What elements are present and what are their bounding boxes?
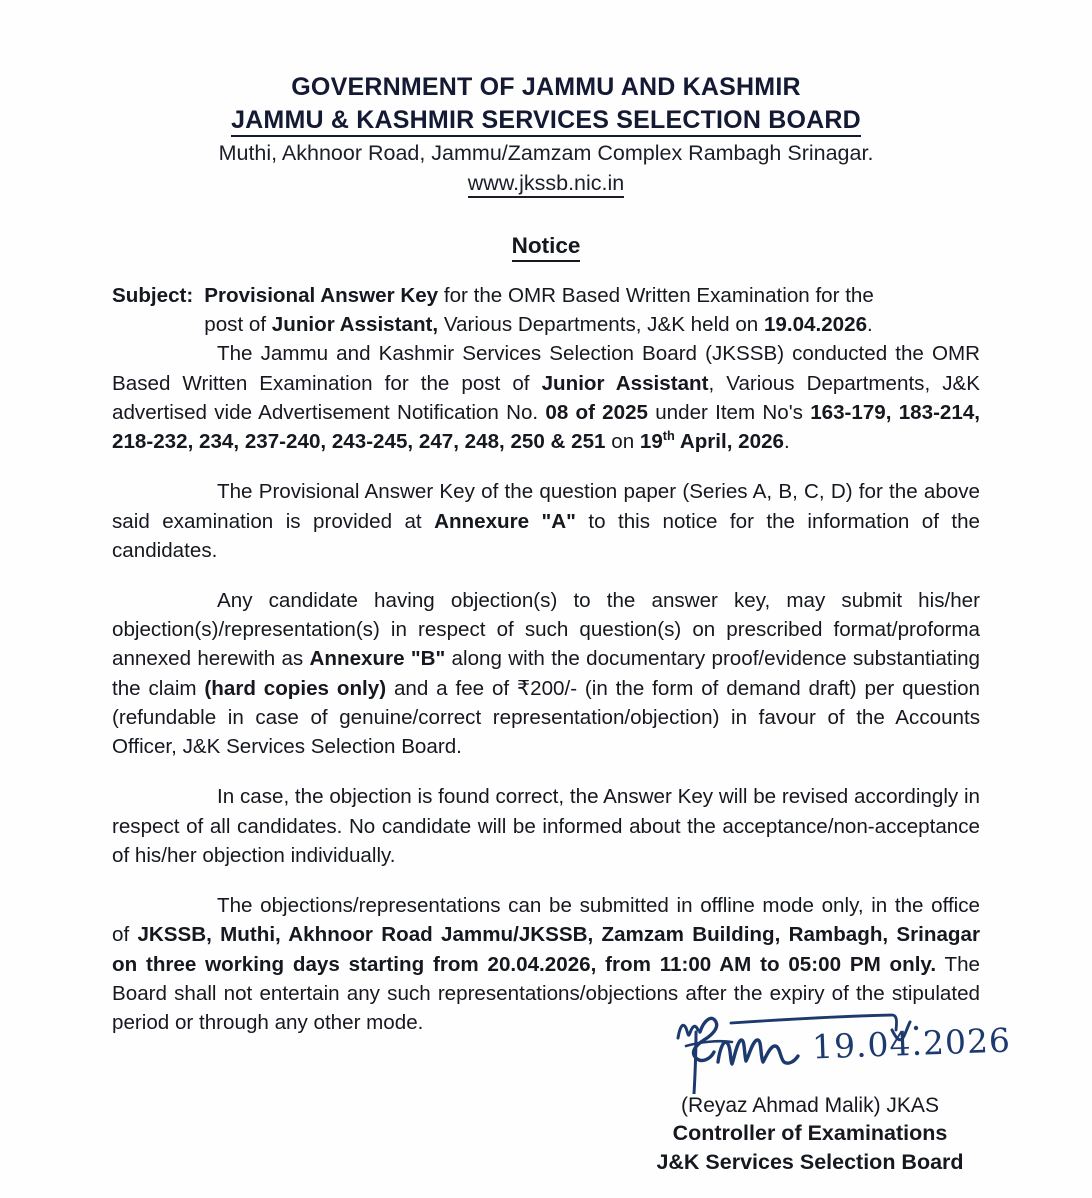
signature-date: 19.04.2026 [811,1020,1012,1067]
p1-ordinal-suffix: th [662,428,675,444]
board-title [0,105,1092,136]
office-address: Muthi, Akhnoor Road, Jammu/Zamzam Complex Rambagh Srinagar. [218,141,874,165]
subject-period: . [867,313,873,337]
website-url-text: www.jkssb.nic.in [468,171,625,198]
p1-exam-day: 19 [639,430,663,454]
p2-text-2: to this notice for the information of the candidates. [112,509,980,562]
document-body [112,259,980,1037]
subject-text-rest-line1: for the OMR Based Written Examination for the [438,283,874,307]
subject-post-prefix: post of [204,313,272,337]
p1-item-numbers: 163-179, 183-214, 218-232, 234, 237-240, 243-245, 247, 248, 250 & 251 [112,400,981,454]
p3-text-2: along with the documentary proof/evidence substantiating the claim [112,647,980,700]
p2-text-1: The Provisional Answer Key of the question paper (Series A, B, C, D) for the above said examination is provided at [112,480,980,533]
p1-text-4: on [605,430,640,454]
notice-heading-underlined: Notice [512,233,581,262]
subject-label: Subject: [112,283,194,307]
handwritten-signature [600,1002,1020,1094]
paragraph-objection-outcome [112,782,980,870]
subject-dept-text: Various Departments, J&K held on [438,313,764,337]
paragraph-objection-procedure [112,586,980,761]
p3-annexure-b: Annexure "B" [309,647,446,671]
website-link[interactable] [0,170,1092,198]
p3-text-1: Any candidate having objection(s) to the answer key, may submit his/her objection(s)/representation(s) in respect of such question(s) on prescribed format/proforma annexed herewith as [112,588,980,671]
p4-text-1: In case, the objection is found correct, the Answer Key will be revised accordingly in respect of all candidates. No candidate will be informed about the acceptance/non-acceptance of his/her objection individually. [112,785,980,867]
subject-highlight-answer-key: Provisional Answer Key [204,283,439,307]
p1-text-1: The Jammu and Kashmir Services Selection Board (JKSSB) conducted the OMR Based Written Examination for the post of [112,342,980,395]
subject-text-line2 [204,310,980,339]
notice-heading [0,233,1092,259]
p2-annexure-a: Annexure "A" [434,509,576,533]
board-title-underlined: JAMMU & KASHMIR SERVICES SELECTION BOARD [231,106,861,137]
p3-hard-copies-only: (hard copies only) [204,676,387,700]
p3-text-3: and a fee of ₹200/- (in the form of demand draft) per question (refundable in case of genuine/correct representation/objection) in favour of the Accounts Officer, J&K Services Selection Board. [112,676,980,759]
p1-text-2: , Various Departments, J&K advertised vide Advertisement Notification No. [112,371,980,424]
p5-text-1: The objections/representations can be submitted in offline mode only, in the office of [112,894,980,947]
signatory-designation: Controller of Examinations [672,1121,948,1146]
paragraph-exam-details [112,339,980,456]
signature-block [600,1002,1020,1177]
p1-notification-no: 08 of 2025 [545,400,648,424]
subject-line [112,281,980,339]
p1-exam-month-year: April, 2026 [674,430,784,454]
p1-text-5: . [783,430,790,454]
subject-text [204,281,980,339]
letterhead [0,0,1092,198]
signatory-organisation: J&K Services Selection Board [656,1150,964,1175]
p5-text-2: The Board shall not entertain any such representations/objections after the expiry of the stipulated period or through any other mode. [112,952,980,1035]
subject-post-name: Junior Assistant, [271,313,439,337]
paragraph-answer-key-annexure-a [112,477,980,565]
signatory-name: (Reyaz Ahmad Malik) JKAS [681,1094,939,1117]
p5-venue-and-schedule: JKSSB, Muthi, Akhnoor Road Jammu/JKSSB, Zamzam Building, Rambagh, Srinagar on three working days starting from 20.04.2026, from 11:00 AM to 05:00 PM only. [112,923,980,976]
government-title: GOVERNMENT OF JAMMU AND KASHMIR [291,73,801,101]
p1-text-3: under Item No's [647,400,811,424]
p1-post-name: Junior Assistant [541,371,709,395]
subject-exam-date: 19.04.2026 [763,313,868,337]
